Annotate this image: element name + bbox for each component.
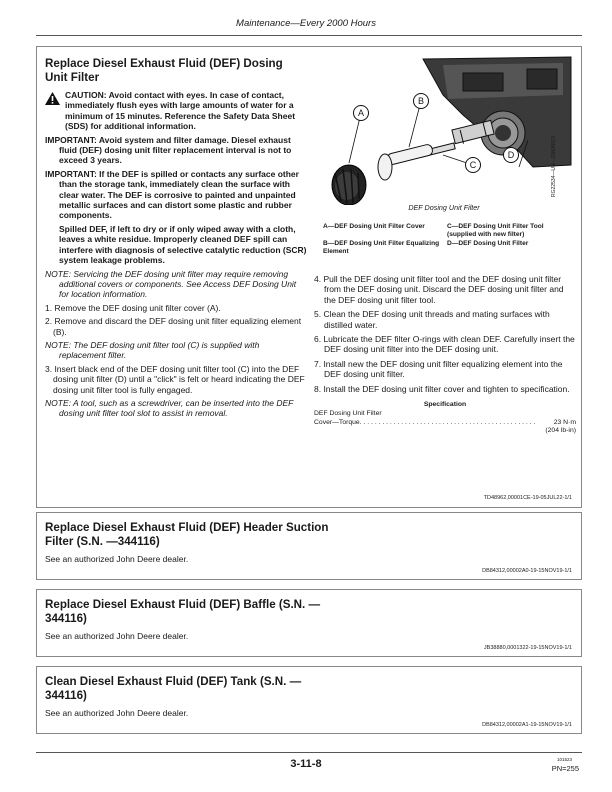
step-2: 2. Remove and discard the DEF dosing unit filter equalizing element (B). bbox=[45, 316, 302, 337]
legend-c: C—DEF Dosing Unit Filter Tool (supplied with new filter) bbox=[447, 223, 544, 238]
section-replace-def-header-suction-filter bbox=[36, 512, 582, 580]
section-title: Clean Diesel Exhaust Fluid (DEF) Tank (S.N. —344116) bbox=[45, 675, 302, 702]
spec-alt-value: (204 lb-in) bbox=[545, 427, 576, 435]
step-4: 4. Pull the DEF dosing unit filter tool and the DEF dosing unit filter from the DEF dosing unit. Discard the DEF dosing unit filter and the DEF dosing unit filter tool. bbox=[314, 274, 564, 305]
step-3: 3. Insert black end of the DEF dosing unit filter tool (C) into the DEF dosing unit filter (D) until a "click" is felt or heard indicating the DEF dosing unit filter tool is fully engaged. bbox=[45, 363, 305, 395]
spec-leader-dots: . . . . . . . . . . . . . . . . . . . . . . . . . . . . . . . . . . . . . . . . . . . . . . . bbox=[359, 418, 536, 426]
section-replace-def-baffle bbox=[36, 589, 582, 657]
section-body: See an authorized John Deere dealer. bbox=[45, 631, 189, 641]
figure-id: RG22534—UN—21MAR13 bbox=[551, 136, 557, 197]
note-2: NOTE: The DEF dosing unit filter tool (C) is supplied with replacement filter. bbox=[45, 339, 260, 361]
spec-label: Cover—Torque bbox=[314, 418, 360, 426]
section-ref-code: TD48962,00001CE-19-05JUL22-1/1 bbox=[483, 495, 572, 501]
caution-block bbox=[45, 90, 308, 132]
running-header: Maintenance—Every 2000 Hours bbox=[236, 18, 376, 29]
footer-divider bbox=[36, 752, 582, 753]
important-note-2: IMPORTANT: If the DEF is spilled or contacts any surface other than the storage tank, immediately clean the surface with clear water. The DEF is corrosive to painted and unpainted metallic surfaces and can distort some plastic and rubber components. bbox=[45, 168, 299, 221]
callout-d: D bbox=[503, 147, 519, 163]
section-clean-def-tank bbox=[36, 666, 582, 734]
note-3: NOTE: A tool, such as a screwdriver, can be inserted into the DEF dosing unit filter tool slot to assist in removal. bbox=[45, 397, 294, 419]
def-dosing-unit-filter-illustration bbox=[313, 55, 575, 205]
left-column bbox=[45, 57, 308, 422]
important-note-2-cont: Spilled DEF, if left to dry or if only wiped away with a cloth, leaves a white residue. Improperly cleaned DEF spill can interfere with diagnosis of selective catalytic reduction (SCR) system leakage problems. bbox=[59, 223, 307, 266]
figure-caption: DEF Dosing Unit Filter bbox=[408, 203, 480, 212]
spec-heading: Specification bbox=[423, 401, 467, 409]
important-note-1: IMPORTANT: Avoid system and filter damage. Diesel exhaust fluid (DEF) dosing unit filter replacement interval is not to exceed 3 years. bbox=[45, 134, 292, 166]
section-ref-code: JB38880,0001322-19-15NOV19-1/1 bbox=[483, 645, 572, 651]
step-6: 6. Lubricate the DEF filter O-rings with clean DEF. Carefully insert the DEF dosing unit filter into the DEF dosing unit. bbox=[314, 334, 575, 355]
pn-number: PN=255 bbox=[551, 764, 579, 773]
callout-a: A bbox=[353, 105, 369, 121]
section-title: Replace Diesel Exhaust Fluid (DEF) Baffle (S.N. —344116) bbox=[45, 598, 321, 625]
section-title: Replace Diesel Exhaust Fluid (DEF) Dosing Unit Filter bbox=[45, 57, 283, 84]
legend-b: B—DEF Dosing Unit Filter Equalizing Element bbox=[323, 240, 440, 255]
section-title: Replace Diesel Exhaust Fluid (DEF) Header Suction Filter (S.N. —344116) bbox=[45, 521, 329, 548]
step-8: 8. Install the DEF dosing unit filter cover and tighten to specification. bbox=[314, 383, 570, 394]
caution-text: CAUTION: Avoid contact with eyes. In case of contact, immediately flush eyes with large amounts of water for a minimum of 15 minutes. Reference the Safety Data Sheet (SDS) for additional information. bbox=[65, 90, 296, 132]
section-replace-def-dosing-unit-filter bbox=[36, 46, 582, 508]
footer-code: 101523 bbox=[556, 757, 572, 762]
section-ref-code: DB84312,00002A0-19-15NOV19-1/1 bbox=[482, 568, 572, 574]
page-number: 3-11-8 bbox=[290, 758, 322, 770]
callout-c: C bbox=[465, 157, 481, 173]
spec-value: 23 N·m bbox=[553, 418, 576, 426]
spec-item: DEF Dosing Unit Filter bbox=[314, 410, 382, 418]
legend-d: D—DEF Dosing Unit Filter bbox=[447, 240, 529, 247]
right-column bbox=[314, 274, 576, 436]
warning-triangle-icon bbox=[45, 92, 60, 107]
note-1: NOTE: Servicing the DEF dosing unit filter may require removing additional covers or components. See Access DEF Dosing Unit for location information. bbox=[45, 268, 297, 300]
spec-value-row bbox=[314, 419, 576, 428]
header-divider bbox=[36, 35, 582, 36]
legend-a: A—DEF Dosing Unit Filter Cover bbox=[323, 223, 425, 230]
step-7: 7. Install new the DEF dosing unit filter equalizing element into the DEF dosing unit filter. bbox=[314, 358, 563, 380]
section-body: See an authorized John Deere dealer. bbox=[45, 708, 189, 718]
section-body: See an authorized John Deere dealer. bbox=[45, 554, 189, 564]
step-1: 1. Remove the DEF dosing unit filter cover (A). bbox=[45, 302, 221, 313]
step-5: 5. Clean the DEF dosing unit threads and mating surfaces with distilled water. bbox=[314, 309, 550, 330]
callout-b: B bbox=[413, 93, 429, 109]
section-ref-code: DB84312,00002A1-19-15NOV19-1/1 bbox=[482, 722, 572, 728]
